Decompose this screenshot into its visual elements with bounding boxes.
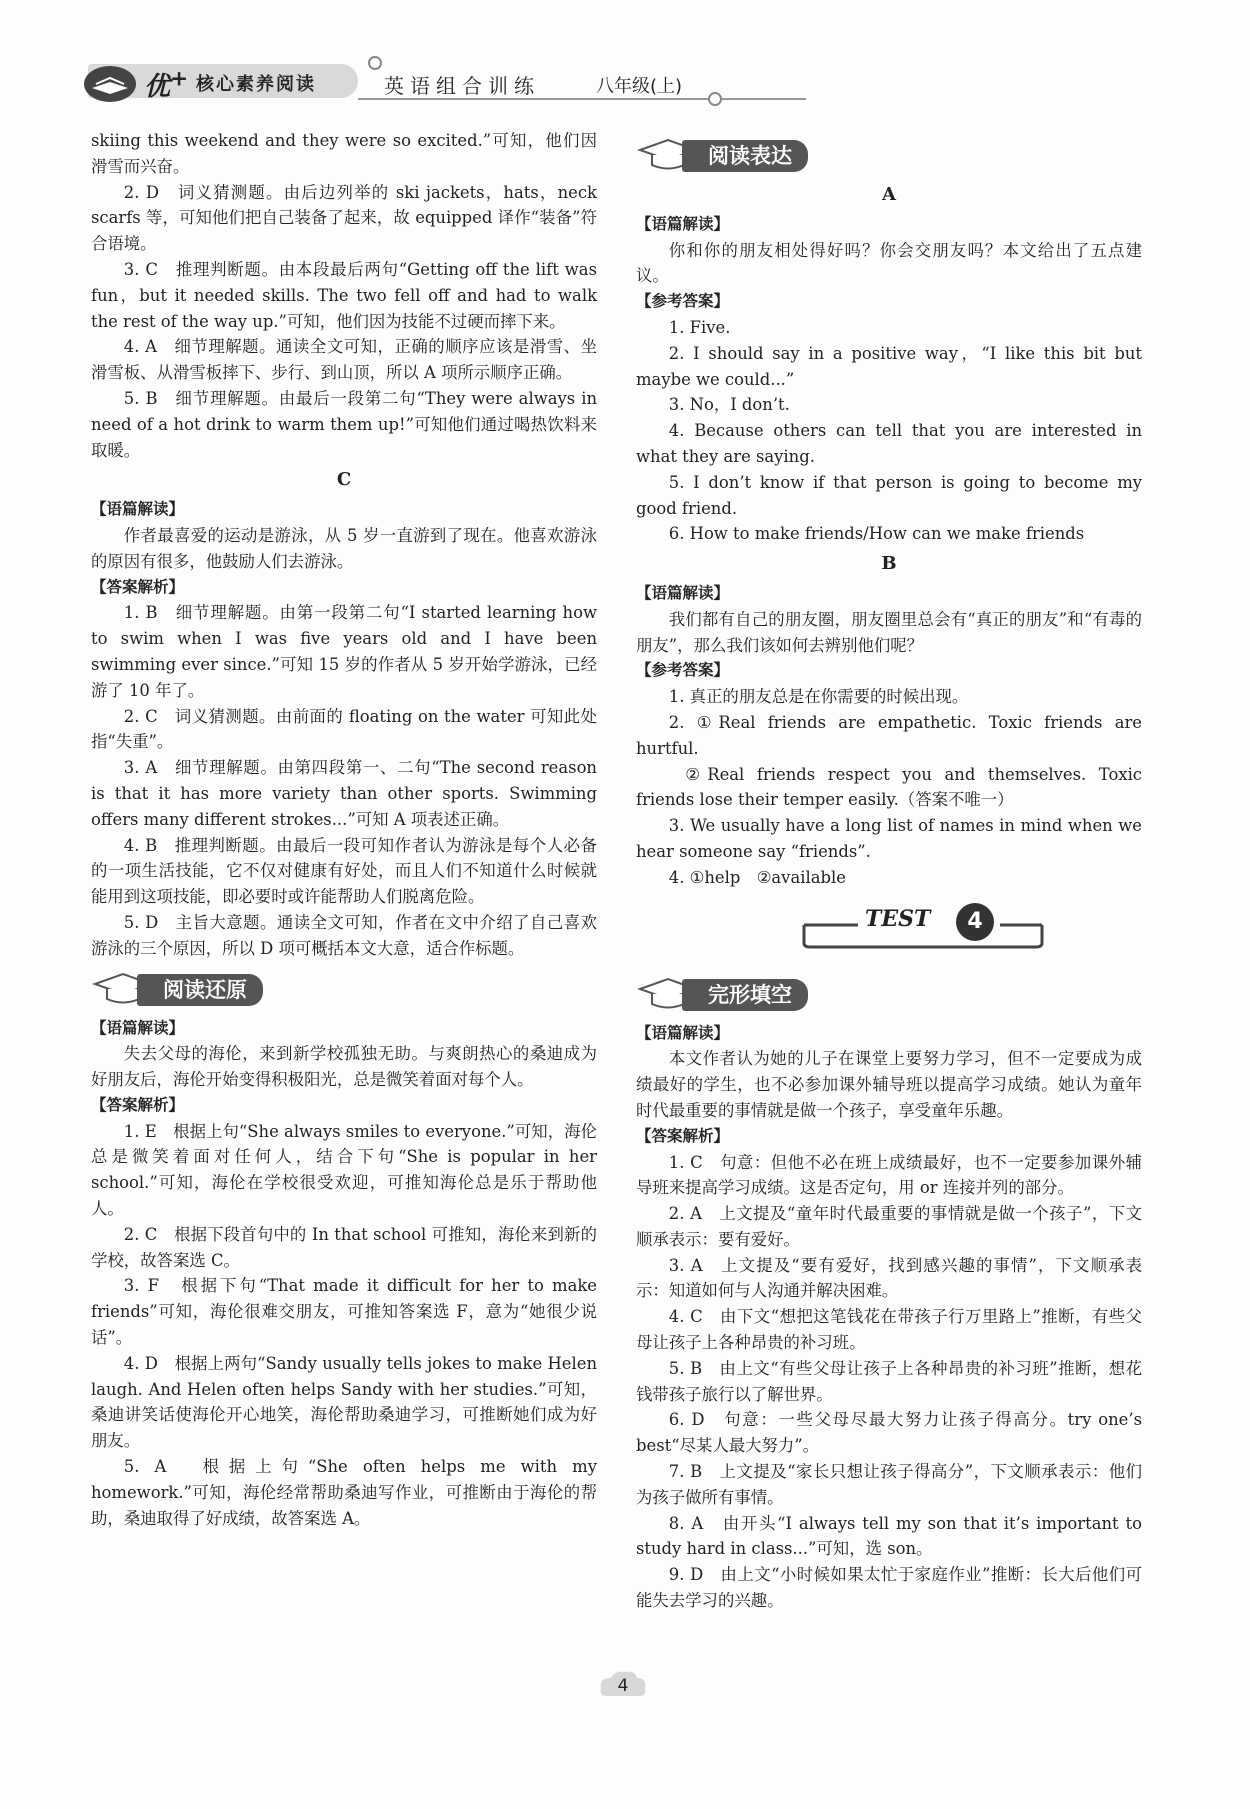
answer-item: 3. C 推理判断题。由本段最后两句“Getting off the lift was fun，but it needed skills. The two fell off and had to walk the rest of the way up.”可知，他们因为技能不过硬而摔下来。 xyxy=(91,259,597,331)
grade-label: 八年级(上) xyxy=(596,76,683,97)
page-number: 4 xyxy=(597,1668,649,1704)
section-tag: 【语篇解读】 xyxy=(636,214,730,233)
section-tag: 【答案解析】 xyxy=(636,1126,730,1145)
answer-item: 4. C 由下文“想把这笔钱花在带孩子行万里路上”推断，有些父母让孩子上各种昂贵的补习班。 xyxy=(636,1307,1142,1353)
answer-item: 1. Five. xyxy=(668,317,731,337)
section-title: 阅读表达 xyxy=(682,140,808,172)
summary-text: 我们都有自己的朋友圈，朋友圈里总会有“真正的朋友”和“有毒的朋友”，那么我们该如何去辨别他们呢？ xyxy=(636,609,1142,655)
answer-item: 6. D 句意：一些父母尽最大努力让孩子得高分。try one’s best“尽某人最大努力”。 xyxy=(636,1410,1142,1456)
test-banner xyxy=(636,897,1142,957)
answer-item: 2. ①Real friends are empathetic. Toxic friends are hurtful. xyxy=(636,712,1142,758)
answer-item: 5. B 由上文“有些父母让孩子上各种昂贵的补习班”推断，想花钱带孩子旅行以了解世界。 xyxy=(636,1358,1142,1404)
answer-item: ②Real friends respect you and themselves. Toxic friends lose their temper easily.（答案不唯一） xyxy=(636,764,1142,810)
book-logo-icon xyxy=(82,64,138,104)
summary-text: 你和你的朋友相处得好吗？你会交朋友吗？本文给出了五点建议。 xyxy=(636,240,1142,286)
test-label: TEST xyxy=(865,905,931,932)
answer-item: 4. D 根据上两句“Sandy usually tells jokes to make Helen laugh. And Helen often helps Sandy with her studies.”可知，桑迪讲笑话使海伦开心地笑，海伦帮助桑迪学习，可推断她们成为好朋友。 xyxy=(91,1353,597,1451)
answer-item: 2. C 根据下段首句中的 In that school 可推知，海伦来到新的学校，故答案选 C。 xyxy=(91,1224,597,1270)
test-number: 4 xyxy=(956,903,994,941)
brand-logo: 优+ xyxy=(144,66,189,102)
answer-item: 1. C 句意：但他不必在班上成绩最好，也不一定要参加课外辅导班来提高学习成绩。这是否定句，用 or 连接并列的部分。 xyxy=(636,1152,1142,1198)
answer-item: 4. Because others can tell that you are interested in what they are saying. xyxy=(636,421,1142,466)
section-banner-expression xyxy=(636,132,1142,178)
paragraph: skiing this weekend and they were so excited.”可知，他们因滑雪而兴奋。 xyxy=(91,131,597,176)
section-tag: 【语篇解读】 xyxy=(636,583,730,602)
section-banner-cloze xyxy=(636,971,1142,1017)
section-tag: 【语篇解读】 xyxy=(636,1023,730,1042)
answer-item: 4. A 细节理解题。通读全文可知，正确的顺序应该是滑雪、坐滑雪板、从滑雪板摔下、步行、到山顶，所以 A 项所示顺序正确。 xyxy=(91,337,597,383)
section-title: 完形填空 xyxy=(682,979,808,1011)
page-header xyxy=(88,58,728,102)
section-tag: 【参考答案】 xyxy=(636,661,730,680)
book-title: 英语组合训练 xyxy=(384,74,540,98)
section-tag: 【答案解析】 xyxy=(91,577,185,596)
header-dot xyxy=(368,56,382,70)
answer-item: 2. D 词义猜测题。由后边列举的 ski jackets，hats，neck scarfs 等，可知他们把自己装备了起来，故 equipped 译作“装备”符合语境。 xyxy=(91,182,597,254)
section-title: 阅读还原 xyxy=(137,974,263,1006)
answer-item: 7. B 上文提及“家长只想让孩子得高分”，下文顺承表示：他们为孩子做所有事情。 xyxy=(636,1462,1142,1507)
section-tag: 【语篇解读】 xyxy=(91,1018,185,1037)
answer-item: 3. We usually have a long list of names in mind when we hear someone say “friends”. xyxy=(636,816,1142,861)
series-banner xyxy=(88,64,358,102)
header-dot xyxy=(708,92,722,106)
answer-item: 9. D 由上文“小时候如果太忙于家庭作业”推断：长大后他们可能失去学习的兴趣。 xyxy=(636,1565,1142,1611)
right-column xyxy=(636,128,1142,1614)
answer-item: 3. A 上文提及“要有爱好，找到感兴趣的事情”，下文顺承表示：知道如何与人沟通并解决困难。 xyxy=(636,1255,1142,1301)
section-letter: A xyxy=(882,184,896,205)
answer-item: 2. A 上文提及“童年时代最重要的事情就是做一个孩子”，下文顺承表示：要有爱好。 xyxy=(636,1204,1142,1249)
answer-item: 4. ①help ②available xyxy=(668,867,846,887)
answer-item: 6. How to make friends/How can we make friends xyxy=(668,524,1085,544)
section-tag: 【参考答案】 xyxy=(636,292,730,311)
answer-item: 2. C 词义猜测题。由前面的 floating on the water 可知此处指“失重”。 xyxy=(91,706,597,752)
answer-item: 5. I don’t know if that person is going to become my good friend. xyxy=(636,472,1142,518)
section-banner-restore xyxy=(91,966,597,1012)
answer-item: 1. 真正的朋友总是在你需要的时候出现。 xyxy=(668,687,969,707)
section-tag: 【答案解析】 xyxy=(91,1095,185,1114)
answer-item: 4. B 推理判断题。由最后一段可知作者认为游泳是每个人必备的一项生活技能，它不仅对健康有好处，而且人们不知道什么时候就能用到这项技能，即必要时或许能帮助人们脱离危险。 xyxy=(91,835,597,907)
answer-item: 1. B 细节理解题。由第一段第二句“I started learning how to swim when I was five years old and I have been swimming ever since.”可知 15 岁的作者从 5 岁开始学游泳，已经游了 10 年了。 xyxy=(91,603,597,700)
answer-item: 3. No，I don’t. xyxy=(668,395,790,415)
left-column xyxy=(91,128,597,1531)
header-rule xyxy=(358,98,806,100)
section-letter: B xyxy=(881,553,897,575)
answer-item: 8. A 由开头“I always tell my son that it’s important to study hard in class...”可知，选 son。 xyxy=(636,1513,1142,1559)
section-tag: 【语篇解读】 xyxy=(91,500,185,519)
answer-item: 2. I should say in a positive way，“I like this bit but maybe we could...” xyxy=(636,343,1142,389)
answer-item: 5. A 根据上句“She often helps me with my homework.”可知，海伦经常帮助桑迪写作业，可推断由于海伦的帮助，桑迪取得了好成绩，故答案选 A。 xyxy=(91,1457,597,1528)
answer-item: 5. D 主旨大意题。通读全文可知，作者在文中介绍了自己喜欢游泳的三个原因，所以 D 项可概括本文大意，适合作标题。 xyxy=(91,912,597,958)
answer-item: 3. A 细节理解题。由第四段第一、二句“The second reason is that it has more variety than other sports. Swimming offers many different strokes...”可知 A 项表述正确。 xyxy=(91,758,597,829)
answer-item: 5. B 细节理解题。由最后一段第二句“They were always in need of a hot drink to warm them up!”可知他们通过喝热饮料来取暖。 xyxy=(91,388,597,460)
summary-text: 本文作者认为她的儿子在课堂上要努力学习，但不一定要成为成绩最好的学生，也不必参加课外辅导班以提高学习成绩。她认为童年时代最重要的事情就是做一个孩子，享受童年乐趣。 xyxy=(636,1049,1142,1120)
answer-item: 1. E 根据上句“She always smiles to everyone.”可知，海伦总是微笑着面对任何人，结合下句“She is popular in her school.”可知，海伦在学校很受欢迎，可推知海伦总是乐于帮助他人。 xyxy=(91,1121,597,1219)
section-letter: C xyxy=(336,469,352,491)
answer-item: 3. F 根据下句“That made it difficult for her to make friends”可知，海伦很难交朋友，可推知答案选 F，意为“她很少说话”。 xyxy=(91,1276,597,1348)
summary-text: 作者最喜爱的运动是游泳，从 5 岁一直游到了现在。他喜欢游泳的原因有很多，他鼓励人们去游泳。 xyxy=(91,525,597,571)
summary-text: 失去父母的海伦，来到新学校孤独无助。与爽朗热心的桑迪成为好朋友后，海伦开始变得积极阳光，总是微笑着面对每个人。 xyxy=(91,1044,597,1090)
series-name: 核心素养阅读 xyxy=(196,74,316,95)
